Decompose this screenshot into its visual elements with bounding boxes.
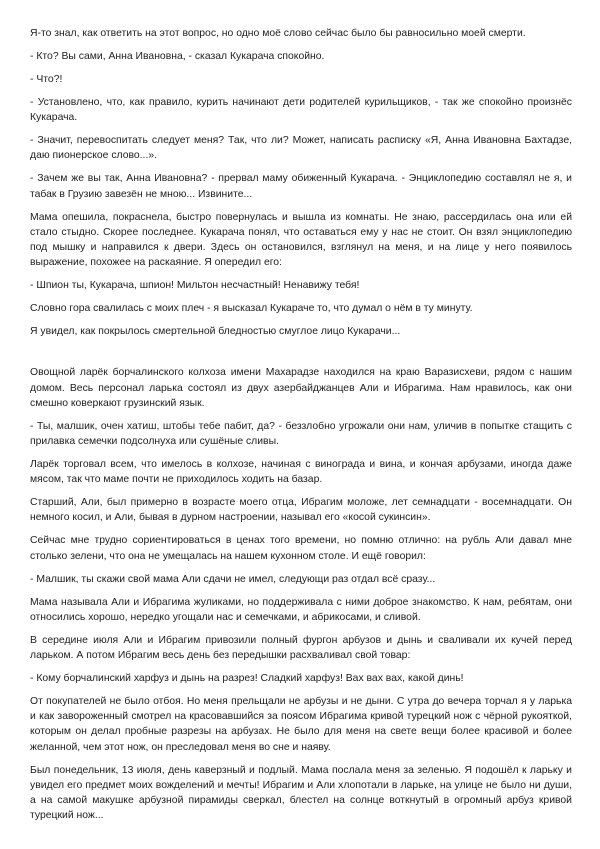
- paragraph: Ларёк торговал всем, что имелось в колхозе, начиная с винограда и вина, и кончая арбузами, иногда даже мясом, так что маме почти не приходилось ходить на базар.: [30, 459, 572, 486]
- paragraph: Сейчас мне трудно сориентироваться в ценах того времени, но помню отлично: на рубль Али давал мне столько зелени, что она не умещалась на нашем кухонном столе. И ещё говорил:: [30, 535, 572, 562]
- paragraph: Я увидел, как покрылось смертельной бледностью смуглое лицо Кукарачи...: [30, 326, 401, 338]
- paragraph: - Зачем же вы так, Анна Ивановна? - прервал маму обиженный Кукарача. - Энциклопедию составлял не я, и табак в Грузию завезён не мною... Извините...: [30, 173, 572, 200]
- paragraph: - Значит, перевоспитать следует меня? Так, что ли? Может, написать расписку «Я, Анна Ивановна Бахтадзе, даю пионерское слово...».: [30, 135, 572, 162]
- paragraph: Был понедельник, 13 июля, день каверзный и подлый. Мама послала меня за зеленью. Я подошёл к ларьку и увидел его предмет моих вожделений и мечты! Ибрагим и Али хлопотали в ларьке, на улице не было ни души, а на самой макушке арбузной пирамиды сверкал, блестел на солнце воткнутый в огромный арбуз кривой турецкий нож...: [30, 764, 572, 822]
- paragraph: Я-то знал, как ответить на этот вопрос, но одно моё слово сейчас было бы равносильно моей смерти.: [30, 28, 526, 39]
- paragraph: В середине июля Али и Ибрагим привозили полный фургон арбузов и дынь и сваливали их кучей перед ларьком. А потом Ибрагим весь день без передышки расхваливал свой товар:: [30, 634, 572, 662]
- paragraph: Овощной ларёк борчалинского колхоза имени Махарадзе находился на краю Варазисхеви, рядом с нашим домом. Весь персонал ларька состоял из двух азербайджанцев Али и Ибрагима. Нам нравилось, как они смешно коверкают грузинский язык.: [30, 367, 572, 409]
- paragraph: - Малшик, ты скажи свой мама Али сдачи не имел, следующи раз отдал всё сразу...: [30, 573, 436, 585]
- paragraph: - Кому борчалинский харфуз и дынь на разрез! Сладкий харфуз! Вах вах вах, какой динь!: [30, 673, 464, 685]
- paragraph: - Шпион ты, Кукарача, шпион! Мильтон несчастный! Ненавижу тебя!: [30, 280, 360, 292]
- book-page: [30, 26, 572, 831]
- paragraph: - Кто? Вы сами, Анна Ивановна, - сказал Кукарача спокойно.: [30, 51, 325, 62]
- paragraph: - Установлено, что, как правило, курить начинают дети родителей курильщиков, - так же спокойно произнёс Кукарача.: [30, 97, 572, 124]
- paragraph: - Что?!: [30, 74, 63, 85]
- paragraph: От покупателей не было отбоя. Но меня прельщали не арбузы и не дыни. С утра до вечера торчал я у ларька и как завороженный смотрел на красовавшийся за поясом Ибрагима кривой турецкий нож с чёрной рукояткой, которым он делал пробные разрезы на арбузах. Не было для меня на свете вещи более красивой и более желанной, чем этот нож, он преследовал меня во сне и наяву.: [30, 696, 572, 753]
- paragraph: - Ты, малшик, очен хатиш, штобы тебе пабит, да? - беззлобно угрожали они нам, уличив в попытке стащить с прилавка семечки подсолнуха или сушёные сливы.: [30, 420, 572, 448]
- paragraph: Мама называла Али и Ибрагима жуликами, но поддерживала с ними доброе знакомство. К нам, ребятам, они относились хорошо, нередко угощали нас и семечками, и абрикосами, и сливой.: [30, 596, 572, 623]
- paragraph: Словно гора свалилась с моих плеч - я высказал Кукараче то, что думал о нём в ту минуту.: [30, 303, 473, 315]
- paragraph: Старший, Али, был примерно в возрасте моего отца, Ибрагим моложе, лет семнадцати - восемнадцати. Он немного косил, и Али, бывая в дурном настроении, называл его «косой сукинсин».: [30, 497, 572, 524]
- paragraph: Мама опешила, покраснела, быстро повернулась и вышла из комнаты. Не знаю, рассердилась она или ей стало стыдно. Скорее последнее. Кукарача понял, что оставаться ему у нас не стоит. Он взял энциклопедию под мышку и направился к двери. Здесь он остановился, взглянул на меня, и на лице у него появилось выражение, похожее на раскаяние. Я опередил его:: [30, 211, 572, 269]
